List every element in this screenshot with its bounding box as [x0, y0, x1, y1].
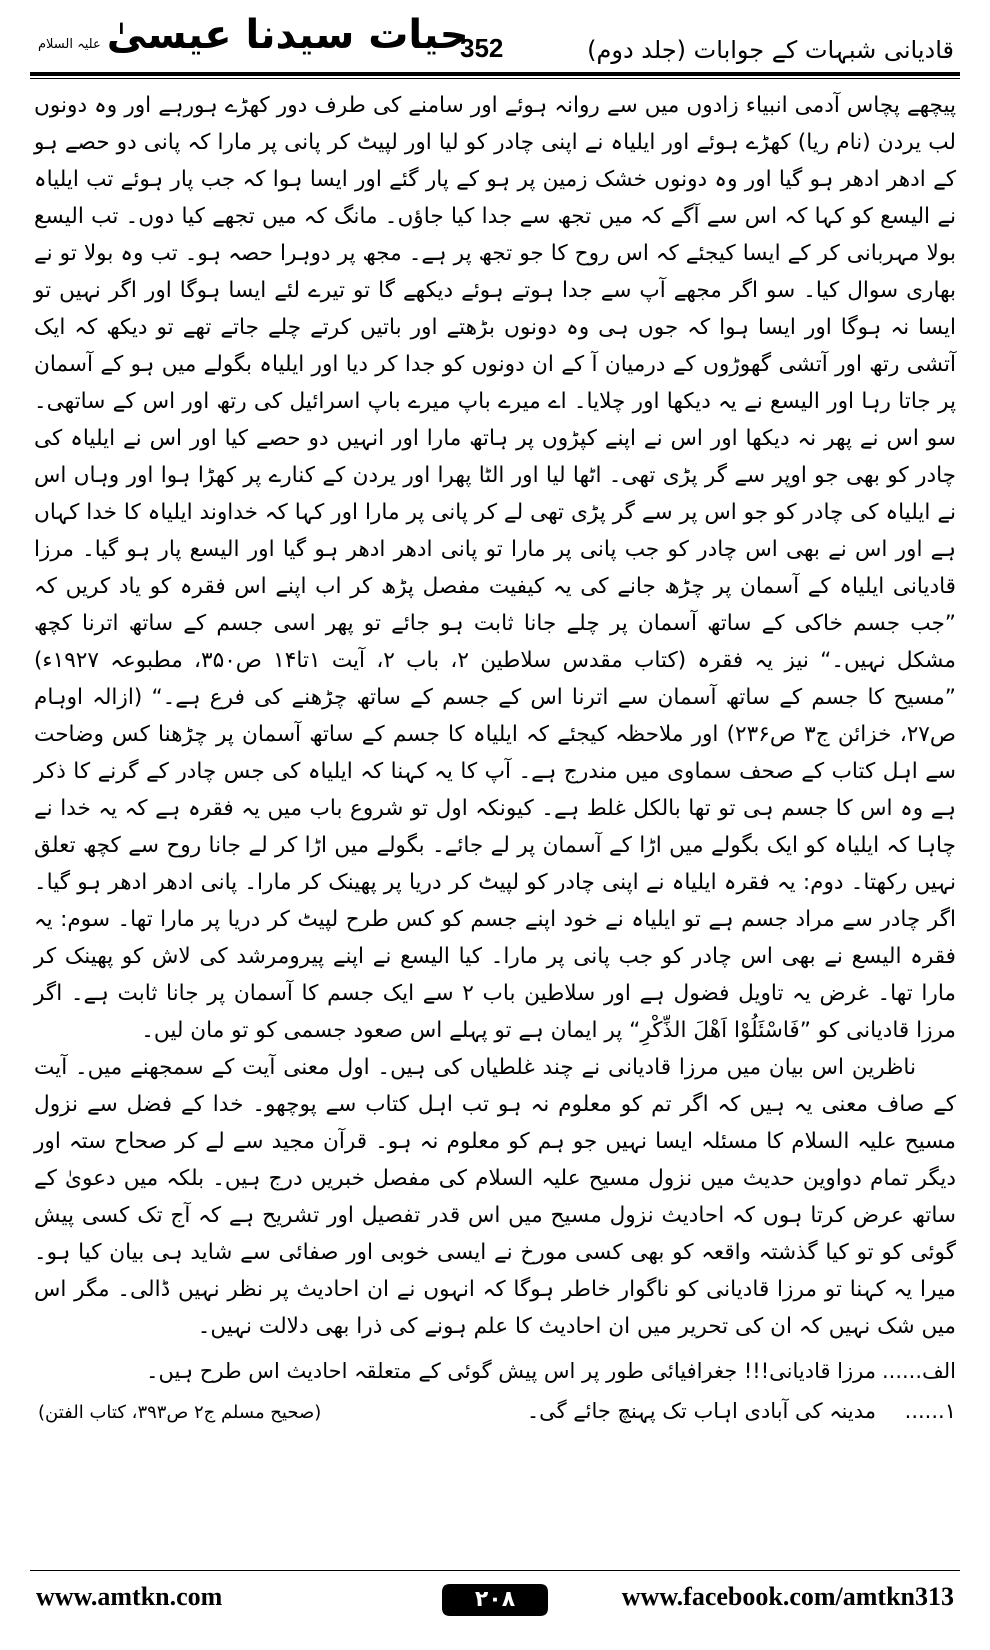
- volume-title: قادیانی شبہات کے جوابات (جلد دوم): [587, 36, 954, 64]
- website-link[interactable]: www.amtkn.com: [36, 1582, 223, 1611]
- page-footer: [30, 1570, 960, 1630]
- list-marker: ۱......: [904, 1399, 956, 1423]
- list-text: مرزا قادیانی!!! جغرافیائی طور پر اس پیش گوئی کے متعلقہ احادیث اس طرح ہیں۔: [146, 1359, 876, 1383]
- body-text: [30, 87, 960, 1345]
- page-badge: [440, 1580, 550, 1620]
- paragraph-1: پیچھے پچاس آدمی انبیاء زادوں میں سے روانہ ہوئے اور سامنے کی طرف دور کھڑے ہورہے اور وہ دونوں لب یردن (نام ریا) کھڑے ہوئے اور ایلیاہ نے اپنی چادر کو لیا اور لپیٹ کر پانی پر مارا کہ پانی دو حصے ہو کے ادھر ادھر ہو گیا اور وہ دونوں خشک زمین پر ہو کے پار گئے اور ایسا ہوا کہ جب پار ہوئے تب ایلیاہ نے الیسع کو کہا کہ اس سے آگے کہ میں تجھ سے جدا کیا جاؤں۔ مانگ کہ میں تجھے کیا دوں۔ تب الیسع بولا مہربانی کر کے ایسا کیجئے کہ اس روح کا جو تجھ پر ہے۔ مجھ پر دوہرا حصہ ہو۔ تب وہ بولا تو نے بھاری سوال کیا۔ سو اگر مجھے آپ سے جدا ہوتے ہوئے دیکھے گا تو تیرے لئے ایسا ہوگا اور اگر نہیں تو ایسا نہ ہوگا اور ایسا ہوا کہ جوں ہی وہ دونوں بڑھتے اور باتیں کرتے چلے جاتے تھے تو دیکھ کہ ایک آتشی رتھ اور آتشی گھوڑوں کے درمیان آ کے ان دونوں کو جدا کر دیا اور ایلیاہ بگولے میں ہو کے آسمان پر جاتا رہا اور الیسع نے یہ دیکھا اور چلایا۔ اے میرے باپ میرے باپ اسرائیل کی رتھ اور اس کے ساتھی۔ سو اس نے پھر نہ دیکھا اور اس نے اپنے کپڑوں پر ہاتھ مارا اور انہیں دو حصے کیا اور اس نے ایلیاہ کی چادر کو بھی جو اوپر سے گر پڑی تھی۔ اٹھا لیا اور الٹا پھرا اور یردن کے کنارے پر کھڑا ہوا اور وہاں اس نے ایلیاہ کی چادر کو جو اس پر سے گر پڑی تھی لے کر پانی پر مارا اور کہا کہ خداوند ایلیاہ کا خدا کہاں ہے اور اس نے بھی اس چادر کو جب پانی پر مارا تو پانی ادھر ادھر ہو گیا اور الیسع پار ہو گیا۔ مرزا قادیانی ایلیاہ کے آسمان پر چڑھ جانے کی یہ کیفیت مفصل پڑھ کر اب اپنے اس فقرہ کو یاد کریں کہ ”جب جسم خاکی کے ساتھ آسمان پر چلے جانا ثابت ہو جائے تو پھر اسی جسم کے ساتھ اترنا کچھ مشکل نہیں۔“ نیز یہ فقرہ (کتاب مقدس سلاطین ۲، باب ۲، آیت ۱تا۱۴ ص۳۵۰، مطبوعہ ۱۹۲۷ء) ”مسیح کا جسم کے ساتھ آسمان سے اترنا اس کے جسم کے ساتھ چڑھنے کی فرع ہے۔“ (ازالہ اوہام ص۲۷، خزائن ج۳ ص۲۳۶) اور ملاحظہ کیجئے کہ ایلیاہ کا جسم کے ساتھ آسمان پر چڑھنا کس وضاحت سے اہل کتاب کے صحف سماوی میں مندرج ہے۔ آپ کا یہ کہنا کہ ایلیاہ کی جس چادر کے گرنے کا ذکر ہے وہ اس کا جسم ہی تو تھا بالکل غلط ہے۔ کیونکہ اول تو شروع باب میں یہ فقرہ ہے کہ یہ خدا نے چاہا کہ ایلیاہ کو ایک بگولے میں اڑا کے آسمان پر لے جائے۔ بگولے میں اڑا کر لے جانا روح سے کچھ تعلق نہیں رکھتا۔ دوم: یہ فقرہ ایلیاہ نے اپنی چادر کو لپیٹ کر دریا پر پھینک کر مارا۔ پانی ادھر ادھر ہو گیا۔ اگر چادر سے مراد جسم ہے تو ایلیاہ نے خود اپنے جسم کو کس طرح لپیٹ کر دریا پر مارا تھا۔ سوم: یہ فقرہ الیسع نے بھی اس چادر کو جب پانی پر مارا۔ کیا الیسع نے اپنے پیرومرشد کی لاش کو پھینک کر مارا تھا۔ غرض یہ تاویل فضول ہے اور سلاطین باب ۲ سے ایک جسم کا آسمان پر جانا ثابت ہے۔ اگر مرزا قادیانی کو ”فَاسْئَلُوْا اَهْلَ الذِّکْرِ“ پر ایمان ہے تو پہلے اس صعود جسمی کو تو مان لیں۔: [34, 93, 956, 1043]
- list-item: [34, 1351, 956, 1391]
- list-text: مدینہ کی آبادی اہاب تک پہنچ جائے گی۔: [526, 1399, 876, 1423]
- list-item: [34, 1391, 956, 1433]
- list-marker: الف......: [881, 1359, 956, 1383]
- list-reference: (صحیح مسلم ج۲ ص۳۹۳، کتاب الفتن): [38, 1402, 322, 1423]
- header-rule-thick: [30, 72, 960, 76]
- book-page: [30, 12, 960, 1630]
- page-number: 352: [460, 33, 504, 63]
- running-header: [30, 12, 960, 70]
- honorific: علیہ السلام: [38, 37, 101, 52]
- book-title: [38, 10, 469, 70]
- book-title-text: حیات سیدنا عیسیٰ: [106, 12, 469, 58]
- header-rule-thin: [30, 78, 960, 79]
- facebook-link[interactable]: www.facebook.com/amtkn313: [621, 1582, 954, 1611]
- paragraph-2: ناظرین اس بیان میں مرزا قادیانی نے چند غلطیاں کی ہیں۔ اول معنی آیت کے سمجھنے میں۔ آیت کے صاف معنی یہ ہیں کہ اگر تم کو معلوم نہ ہو تب اہل کتاب سے پوچھو۔ خدا کے فضل سے نزول مسیح علیہ السلام کا مسئلہ ایسا نہیں جو ہم کو معلوم نہ ہو۔ قرآن مجید سے لے کر صحاح ستہ اور دیگر تمام دواوین حدیث میں نزول مسیح علیہ السلام کی مفصل خبریں درج ہیں۔ بلکہ میں دعویٰ کے ساتھ عرض کرتا ہوں کہ احادیث نزول مسیح میں اس قدر تفصیل اور تشریح ہے کہ آج تک کسی پیش گوئی کو تو کیا گذشتہ واقعہ کو بھی کسی مورخ نے ایسی خوبی اور صفائی سے شاید ہی بیان کیا ہو۔ میرا یہ کہنا تو مرزا قادیانی کو ناگوار خاطر ہوگا کہ انہوں نے ان احادیث پر نظر نہیں ڈالی۔ مگر اس میں شک نہیں کہ ان کی تحریر میں ان احادیث کا علم ہونے کی ذرا بھی دلالت نہیں۔: [34, 1055, 956, 1339]
- hadith-list: [30, 1351, 960, 1433]
- badge-number: ۲۰۸: [474, 1587, 516, 1612]
